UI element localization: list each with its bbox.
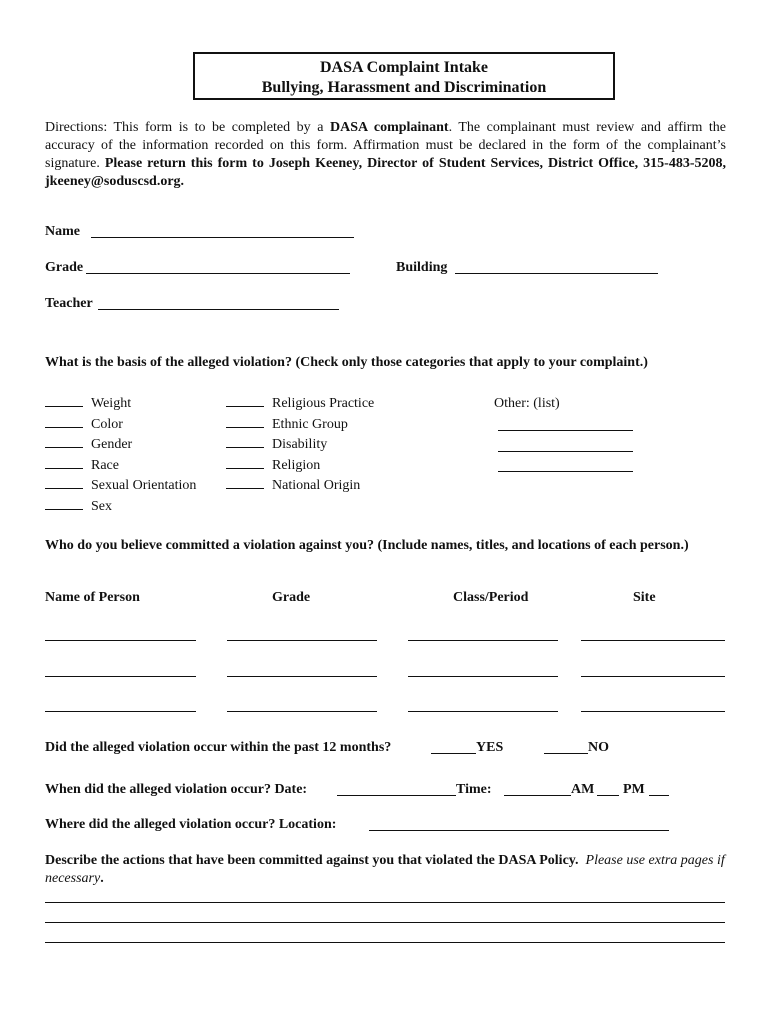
am-blank[interactable] (597, 795, 619, 796)
checkbox-line[interactable] (45, 497, 83, 510)
form-title: DASA Complaint Intake (319, 59, 489, 76)
category-color[interactable] (45, 415, 196, 436)
category-label: Weight (91, 396, 132, 411)
describe-period: . (100, 871, 104, 886)
category-race[interactable] (45, 456, 196, 477)
basis-column-2 (226, 394, 374, 497)
pm-label: PM (623, 782, 645, 797)
building-field[interactable] (455, 273, 658, 274)
category-religious-practice[interactable] (226, 394, 374, 415)
checkbox-line[interactable] (45, 456, 83, 469)
category-label: Religion (272, 457, 321, 473)
time-field[interactable] (504, 795, 571, 796)
describe-line-1[interactable] (45, 902, 725, 903)
pm-blank[interactable] (649, 795, 669, 796)
checkbox-line[interactable] (226, 476, 264, 489)
time-label: Time: (456, 782, 492, 797)
checkbox-line[interactable] (226, 415, 264, 428)
checkbox-line[interactable] (45, 435, 83, 448)
teacher-field[interactable] (98, 309, 339, 310)
other-label: Other: (list) (494, 396, 560, 411)
person-site-field[interactable] (581, 711, 725, 712)
category-label: Sex (91, 498, 112, 514)
date-field[interactable] (337, 795, 456, 796)
checkbox-line[interactable] (45, 394, 83, 407)
describe-bold: Describe the actions that have been committed against you that violated the DASA Policy. (45, 853, 579, 868)
describe-line-2[interactable] (45, 922, 725, 923)
person-class-field[interactable] (408, 640, 558, 641)
describe-line-3[interactable] (45, 942, 725, 943)
person-grade-field[interactable] (227, 711, 377, 712)
directions-return-info: Please return this form to Joseph Keeney, Director of Student Services, District Office, 315-483-5208, jkeeney@soduscsd.org. (45, 156, 726, 189)
name-label: Name (45, 224, 80, 239)
form-title-box (193, 52, 615, 100)
person-name-field[interactable] (45, 640, 196, 641)
when-date-label: When did the alleged violation occur? Date: (45, 782, 308, 797)
directions-prefix: Directions: This form is to be completed by a (45, 120, 330, 135)
checkbox-line[interactable] (45, 415, 83, 428)
checkbox-line[interactable] (226, 394, 264, 407)
category-sexual-orientation[interactable] (45, 476, 196, 497)
category-weight[interactable] (45, 394, 196, 415)
directions-middle: . The complainant must review and affirm the accuracy of the information recorded on this form. Affirmation must be declared in the form of the complainant’s signature. (45, 120, 726, 171)
person-class-field[interactable] (408, 676, 558, 677)
category-gender[interactable] (45, 435, 196, 456)
person-grade-field[interactable] (227, 676, 377, 677)
category-national-origin[interactable] (226, 476, 374, 497)
yes-label: YES (476, 740, 504, 755)
yes-blank[interactable] (431, 753, 476, 754)
checkbox-line[interactable] (45, 476, 83, 489)
category-label: Color (91, 416, 123, 432)
location-field[interactable] (369, 830, 669, 831)
who-question: Who do you believe committed a violation against you? (Include names, titles, and locations of each person.) (45, 538, 689, 553)
basis-question: What is the basis of the alleged violation? (Check only those categories that apply to your complaint.) (45, 355, 648, 370)
where-location-label: Where did the alleged violation occur? Location: (45, 817, 337, 832)
grade-label: Grade (45, 260, 84, 275)
col-site: Site (633, 590, 656, 605)
teacher-label: Teacher (45, 296, 93, 311)
checkbox-line[interactable] (226, 456, 264, 469)
describe-instruction (45, 852, 725, 888)
am-label: AM (571, 782, 595, 797)
category-label: Ethnic Group (272, 416, 348, 432)
person-site-field[interactable] (581, 640, 725, 641)
no-label: NO (588, 740, 609, 755)
category-ethnic-group[interactable] (226, 415, 374, 436)
grade-field[interactable] (86, 273, 350, 274)
name-field[interactable] (91, 237, 354, 238)
other-field-1[interactable] (498, 430, 633, 431)
checkbox-line[interactable] (226, 435, 264, 448)
building-label: Building (396, 260, 448, 275)
col-class-period: Class/Period (453, 590, 529, 605)
category-label: National Origin (272, 478, 361, 493)
person-name-field[interactable] (45, 676, 196, 677)
person-class-field[interactable] (408, 711, 558, 712)
within-12-months-question: Did the alleged violation occur within the past 12 months? (45, 740, 392, 755)
category-label: Disability (272, 437, 328, 452)
category-disability[interactable] (226, 435, 374, 456)
category-label: Gender (91, 437, 133, 452)
col-name-of-person: Name of Person (45, 590, 140, 605)
describe-italic-2: extra pages if necessary (45, 853, 725, 886)
category-label: Religious Practice (272, 396, 375, 411)
other-field-2[interactable] (498, 451, 633, 452)
basis-column-1 (45, 394, 196, 517)
person-name-field[interactable] (45, 711, 196, 712)
no-blank[interactable] (544, 753, 588, 754)
category-label: Sexual Orientation (91, 478, 197, 493)
category-religion[interactable] (226, 456, 374, 477)
category-label: Race (91, 457, 119, 473)
describe-italic-1: Please use (585, 853, 646, 868)
form-subtitle: Bullying, Harassment and Discrimination (261, 79, 547, 96)
directions-dasa-complainant: DASA complainant (329, 120, 449, 135)
other-field-3[interactable] (498, 471, 633, 472)
person-grade-field[interactable] (227, 640, 377, 641)
col-grade: Grade (272, 590, 311, 605)
person-site-field[interactable] (581, 676, 725, 677)
category-sex[interactable] (45, 497, 196, 518)
directions-paragraph (45, 119, 726, 191)
